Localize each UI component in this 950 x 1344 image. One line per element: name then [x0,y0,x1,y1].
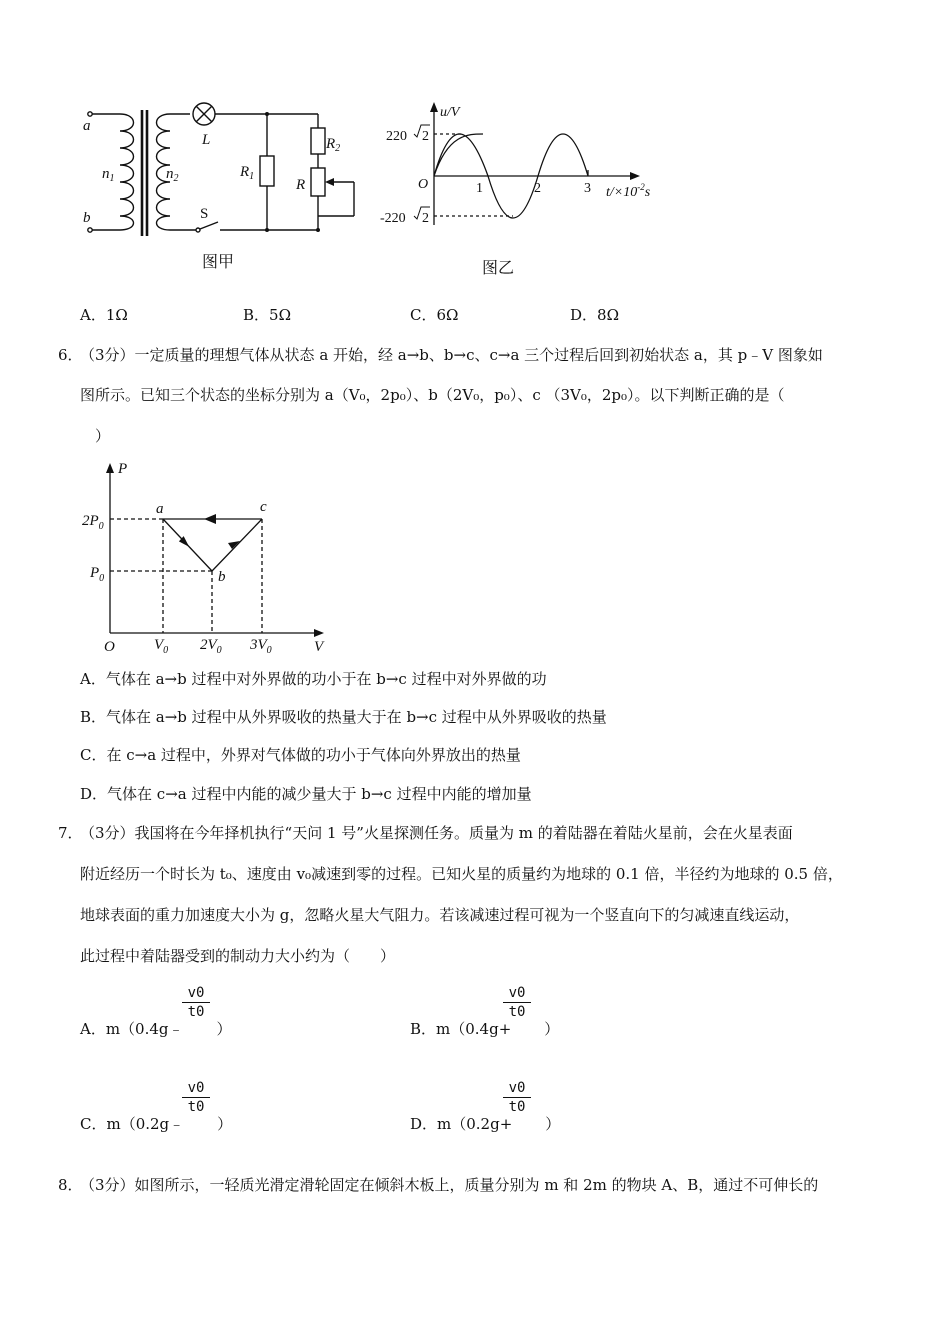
q7-option-a[interactable]: A．m（0.4g﹣ ） [80,1020,232,1038]
q7-stem-line4: 此过程中着陆器受到的制动力大小约为（ ） [80,947,396,965]
q6-stem-line2: 图所示。已知三个状态的坐标分别为 a（V₀，2p₀）、b（2V₀，p₀）、c （3V₀，2p₀）。以下判断正确的是（ [80,386,785,404]
caption-waveform: 图乙 [482,258,515,277]
svg-text:V0: $V_0$ [154,637,169,655]
q6-stem-line1: （3分）一定质量的理想气体从状态 a 开始，经 a→b、b→c、c→a 三个过程后回到初始状态 a，其 p﹣V 图象如 [80,346,823,364]
svg-text:R2: $R_2$ [326,136,341,154]
label-R1: R [240,164,250,180]
q6-option-a[interactable]: A．气体在 a→b 过程中对外界做的功小于在 b→c 过程中对外界做的功 [80,670,547,688]
q8-stem-line1: （3分）如图所示，一轻质光滑定滑轮固定在倾斜木板上，质量分别为 m 和 2m 的物块 A、B，通过不可伸长的 [80,1176,819,1194]
svg-text:t/×10-2s: $t/\times 10^{-2}s$ [606,182,651,200]
label-p-axis: P [118,461,128,477]
label-n1: n [102,166,110,182]
q7-option-a-fraction: v0 t0 [182,985,210,1020]
q7-option-c[interactable]: C．m（0.2g﹣ ） [80,1115,233,1133]
label-tick-2: 2 [534,181,541,196]
resistor-R2 [311,128,325,154]
rheostat-R [311,168,325,196]
label-L: L [202,132,211,148]
svg-text:P0: $P_0$ [90,565,105,584]
label-state-a: a [156,501,164,517]
label-R2: R [326,136,336,152]
label-origin-pv: O [104,639,115,655]
svg-text:2V0: $2V_0$ [200,637,222,655]
circuit-diagram [78,98,368,248]
label-origin: O [418,177,429,192]
waveform-graph [378,100,678,230]
label-state-c: c [260,499,267,515]
resistor-R1 [260,156,274,186]
q7-number: 7． [58,824,83,842]
label-trough: -220 [380,211,406,226]
label-R: R [296,177,306,193]
switch-S [200,222,218,229]
label-n2: n [166,166,174,182]
q5-option-c[interactable]: C．6Ω [410,306,459,324]
q7-option-d-fraction: v0 t0 [503,1080,531,1115]
label-tick-1: 1 [476,181,483,196]
svg-text:n2: $n_2$ [166,166,179,184]
label-2p0: 2P [82,513,99,529]
slider-arrow [325,178,334,186]
svg-text:2: 2 [422,129,429,144]
q5-option-b[interactable]: B．5Ω [243,306,292,324]
svg-text:R1: $R_1$ [240,164,255,182]
q6-option-c[interactable]: C．在 c→a 过程中，外界对气体做的功小于气体向外界放出的热量 [80,746,521,764]
q7-stem-line3: 地球表面的重力加速度大小为 g，忽略火星大气阻力。若该减速过程可视为一个竖直向下的匀减速直线运动， [80,906,800,924]
label-a: a [83,118,91,134]
q7-option-b[interactable]: B．m（0.4g+ ） [410,1020,560,1038]
label-p0: P [90,565,100,581]
label-b: b [83,210,91,226]
label-v-axis: V [314,639,324,655]
q7-stem-line1: （3分）我国将在今年择机执行“天问 1 号”火星探测任务。质量为 m 的着陆器在着陆火星前，会在火星表面 [80,824,793,842]
label-S: S [200,206,209,222]
svg-text:2: 2 [422,211,429,226]
primary-coil [120,114,134,230]
label-v0: V [154,637,164,653]
line-b-to-c [212,519,262,571]
label-3v0: 3V [250,637,267,653]
svg-text:3V0: $3V_0$ [250,637,272,655]
label-state-b: b [218,569,226,585]
q6-option-b[interactable]: B．气体在 a→b 过程中从外界吸收的热量大于在 b→c 过程中从外界吸收的热量 [80,708,607,726]
label-tick-3: 3 [584,181,591,196]
q7-option-c-fraction: v0 t0 [182,1080,210,1115]
svg-text:n1: $n_1$ [102,166,115,184]
terminal-a [88,112,92,116]
caption-circuit: 图甲 [202,252,235,271]
arrow-c-to-a [204,514,216,524]
switch-contact [196,228,200,232]
pv-graph [78,455,338,655]
q7-option-d[interactable]: D．m（0.2g+ ） [410,1115,561,1133]
label-peak: 220 [386,129,407,144]
q6-number: 6． [58,346,83,364]
label-t-axis: t/×10 [606,185,638,200]
q8-number: 8． [58,1176,83,1194]
q7-stem-line2: 附近经历一个时长为 t₀、速度由 v₀减速到零的过程。已知火星的质量约为地球的 0.1 倍，半径约为地球的 0.5 倍， [80,865,843,883]
q6-option-d[interactable]: D．气体在 c→a 过程中内能的减少量大于 b→c 过程中内能的增加量 [80,785,532,803]
q6-stem-line3: ） [95,427,111,445]
svg-text:2P0: $2P_0$ [82,513,104,532]
label-2v0: 2V [200,637,217,653]
q5-option-d[interactable]: D．8Ω [570,306,620,324]
label-u-axis: u/V [440,105,460,120]
q5-option-a[interactable]: A．1Ω [80,306,128,324]
q7-option-b-fraction: v0 t0 [503,985,531,1020]
terminal-b [88,228,92,232]
